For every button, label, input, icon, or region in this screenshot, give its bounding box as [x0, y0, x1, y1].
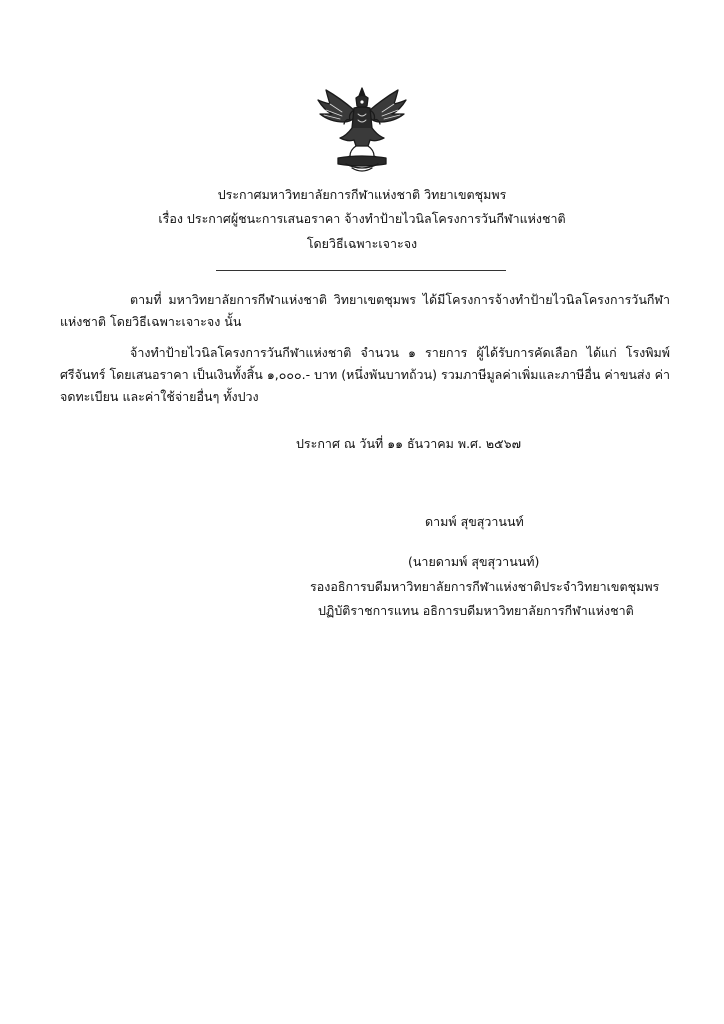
- signature: ดามพ์ สุขสุวานนท์: [425, 514, 524, 529]
- header-divider: [216, 270, 506, 271]
- garuda-emblem-icon: [316, 84, 408, 176]
- announcement-subject: เรื่อง ประกาศผู้ชนะการเสนอราคา จ้างทำป้ายไวนิลโครงการวันกีฬาแห่งชาติ: [158, 211, 566, 226]
- body-paragraph-2: [60, 342, 670, 408]
- signatory-title: รองอธิการบดีมหาวิทยาลัยการกีฬาแห่งชาติประจำวิทยาเขตชุมพร: [310, 579, 660, 594]
- announcement-method: โดยวิธีเฉพาะเจาะจง: [306, 236, 418, 251]
- body-paragraph-1: [60, 289, 670, 333]
- signatory-acting-title: ปฏิบัติราชการแทน อธิการบดีมหาวิทยาลัยการกีฬาแห่งชาติ: [318, 603, 634, 618]
- body-paragraph-1-text: ตามที่ มหาวิทยาลัยการกีฬาแห่งชาติ วิทยาเขตชุมพร ได้มีโครงการจ้างทำป้ายไวนิลโครงการวันกีฬาแห่งชาติ โดยวิธีเฉพาะเจาะจง นั้น: [60, 292, 670, 329]
- announcement-title: ประกาศมหาวิทยาลัยการกีฬาแห่งชาติ วิทยาเขตชุมพร: [217, 187, 507, 202]
- signatory-name: (นายดามพ์ สุขสุวานนท์): [408, 554, 540, 569]
- body-paragraph-2-text: จ้างทำป้ายไวนิลโครงการวันกีฬาแห่งชาติ จำนวน ๑ รายการ ผู้ได้รับการคัดเลือก ได้แก่ โรงพิมพ์ ศรีจันทร์ โดยเสนอราคา เป็นเงินทั้งสิ้น ๑,๐๐๐.- บาท (หนึ่งพันบาทถ้วน) รวมภาษีมูลค่าเพิ่มและภาษีอื่น ค่าขนส่ง ค่าจดทะเบียน และค่าใช้จ่ายอื่นๆ ทั้งปวง: [60, 345, 670, 404]
- announcement-date: ประกาศ ณ วันที่ ๑๑ ธันวาคม พ.ศ. ๒๕๖๗: [296, 436, 521, 451]
